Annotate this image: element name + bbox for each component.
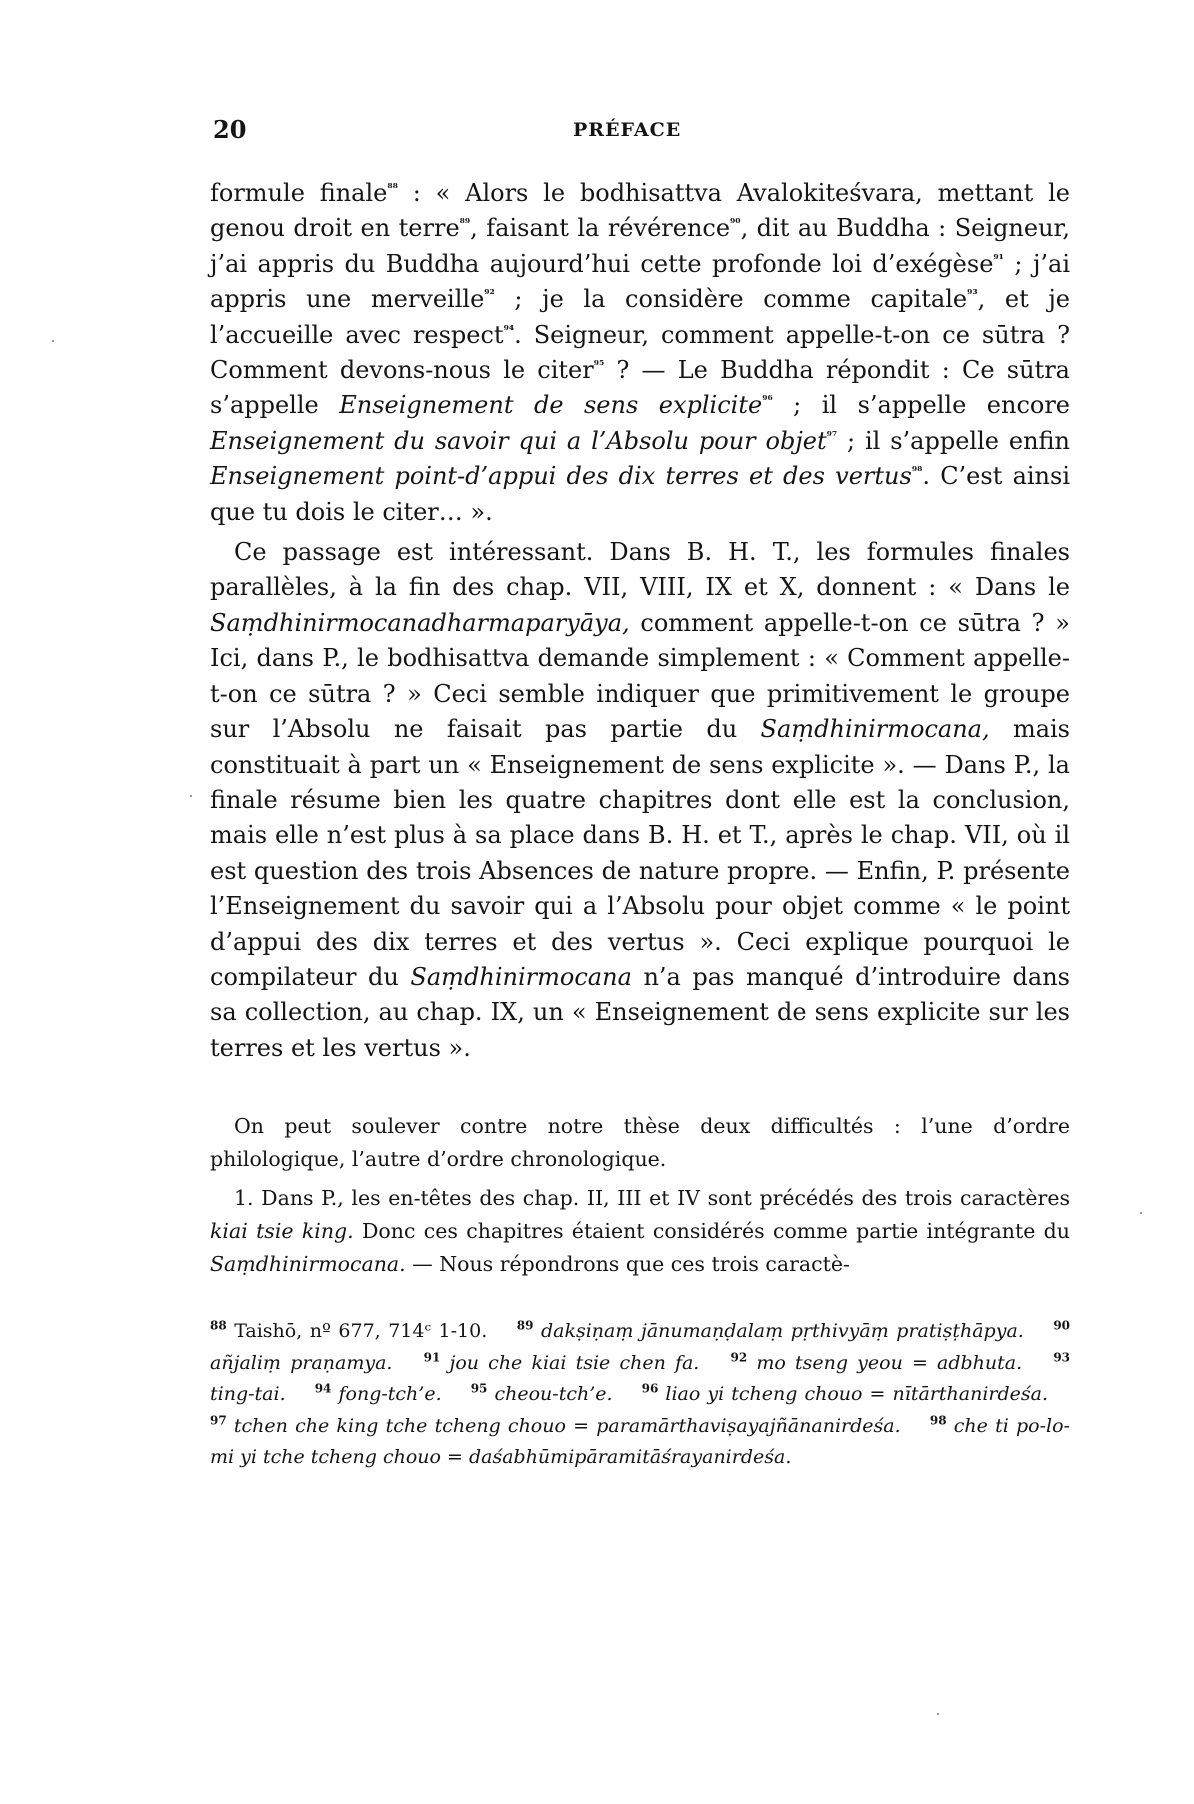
footnote-text: liao yi tcheng chouo = nītārthanirdeśa. (665, 1383, 1049, 1405)
footnote-ref: ⁸⁹ (459, 216, 471, 231)
italic-title: Enseignement du savoir qui a l’Absolu pour objet (210, 426, 827, 455)
running-title: PRÉFACE (573, 119, 682, 141)
footnote-mark: 98 (929, 1413, 947, 1428)
text-run: ; il s’appelle enfin (837, 426, 1070, 455)
footnote-text: ting-tai. (210, 1383, 286, 1405)
footnote-text: tchen che king tche tcheng chouo = paramārthaviṣayajñānanirdeśa. (233, 1414, 901, 1437)
footnote-ref: ⁹¹ (993, 251, 1004, 266)
footnote-mark: 97 (210, 1413, 227, 1428)
text-run: n’a pas manqué d’introduire dans sa collection, au chap. IX, un « Enseignement de sens explicite sur les terres et les vertus ». (210, 962, 1070, 1062)
paragraph-passage-interessant (210, 535, 1070, 1066)
text-run: Ce passage est intéressant. Dans B. H. T., les formules finales parallèles, à la fin des chap. VII, VIII, IX et X, donnent : « Dans le (210, 538, 1070, 602)
footnote-text: che ti po-lo-mi yi tche tcheng chouo = daśabhūmipāramitāśrayanirdeśa. (210, 1414, 1070, 1468)
footnote-ref: ⁹⁷ (826, 428, 838, 443)
secondary-text (210, 1110, 1070, 1281)
footnote-ref: ⁹⁵ (593, 358, 605, 373)
footnote-ref: ⁹⁴ (503, 322, 515, 337)
text-run: mais constituait à part un « Enseignement de sens explicite ». — Dans P., la finale résume bien les quatre chapitres dont elle est la conclusion, mais elle n’est plus à sa place dans B. H. et T., après le chap. VII, où il est question des trois Absences de nature propre. — Enfin, P. présente l’Enseignement du savoir qui a l’Absolu pour objet comme « le point d’appui des dix terres et des vertus ». Ceci explique pourquoi le compilateur du (210, 715, 1070, 991)
footnote-mark: 90 (1053, 1318, 1071, 1333)
footnote-mark: 92 (730, 1350, 748, 1365)
footnote-89 (517, 1320, 1024, 1342)
footnote-97 (210, 1415, 901, 1437)
footnote-mark: 89 (516, 1318, 534, 1333)
footnote-ref: ⁹⁶ (762, 393, 773, 408)
text-run: formule finale (210, 179, 388, 207)
footnote-94 (315, 1383, 442, 1405)
footnote-text: jou che kiai tsie chen fa. (449, 1351, 700, 1374)
footnote-text: añjaliṃ praṇamya. (210, 1351, 393, 1374)
footnote-mark: 88 (210, 1318, 227, 1333)
paragraph-difficultes: On peut soulever contre notre thèse deux difficultés : l’une d’ordre philologique, l’autre d’ordre chronologique. (210, 1114, 1070, 1171)
text-run: ; j’ai appris une merveille (210, 249, 1070, 314)
footnote-text: cheou-tch’e. (494, 1383, 613, 1405)
footnote-mark: 93 (1053, 1350, 1071, 1365)
italic-title: Enseignement de sens explicite (339, 391, 763, 420)
main-text (210, 176, 1070, 1066)
text-run: . C’est ainsi que tu dois le citer… ». (210, 462, 1071, 526)
footnote-96 (642, 1383, 1048, 1405)
page-number: 20 (213, 115, 247, 144)
footnote-mark: 95 (470, 1381, 488, 1396)
text-run: , dit au Buddha : Seigneur, j’ai appris du Buddha aujourd’hui cette profonde loi d’exégèse (210, 214, 1070, 278)
footnote-mark: 91 (423, 1350, 441, 1365)
footnote-text: Taishō, nº 677, 714ᶜ 1-10. (234, 1320, 488, 1342)
footnote-text: fong-tch’e. (338, 1383, 442, 1405)
footnote-92 (731, 1352, 1023, 1374)
paragraph-point-1 (210, 1182, 1070, 1281)
footnote-text: dakṣiṇaṃ jānumaṇḍalaṃ pṛthivyāṃ pratiṣṭhāpya. (540, 1320, 1024, 1342)
footnote-ref: ⁹⁰ (730, 216, 741, 231)
footnote-ref: ⁹⁸ (911, 464, 923, 479)
footnote-88 (210, 1320, 487, 1342)
text-run: . Seigneur, comment appelle-t-on ce sūtra ? Comment devons-nous le citer (210, 320, 1070, 385)
scan-speck (190, 795, 192, 797)
italic-title: Saṃdhinirmocana, (760, 715, 990, 744)
paragraph-formule-finale (210, 176, 1070, 530)
text-run: Donc ces chapitres étaient considérés comme partie intégrante du (353, 1219, 1071, 1243)
footnote-91 (424, 1352, 700, 1374)
scan-speck (1140, 1212, 1142, 1214)
text-run: comment appelle-t-on ce sūtra ? » Ici, dans P., le bodhisattva demande simplement : « Comment appelle-t-on ce sūtra ? » Ceci semble indiquer que primitivement le groupe sur l’Absolu ne faisait pas partie du (210, 608, 1070, 744)
footnote-ref: ⁹² (484, 287, 495, 302)
footnote-list (210, 1316, 1070, 1474)
footnote-mark: 96 (641, 1381, 659, 1396)
scan-speck (52, 340, 54, 342)
text-run: 1. Dans P., les en-têtes des chap. II, III et IV sont précédés des trois caractères (234, 1186, 1070, 1210)
text-run: , et je l’accueille avec respect (210, 285, 1070, 349)
text-run: : « Alors le bodhisattva Avalokiteśvara, mettant le genou droit en terre (210, 179, 1070, 243)
footnote-mark: 94 (314, 1381, 332, 1396)
italic-title: Enseignement point-d’appui des dix terres et des vertus (210, 462, 912, 491)
footnote-ref: ⁸⁸ (387, 181, 398, 195)
footnote-ref: ⁹³ (967, 287, 978, 302)
footnote-95 (471, 1383, 613, 1405)
text-run: — Nous répondrons que ces trois caractè- (405, 1252, 850, 1276)
italic-title: Saṃdhinirmocana (410, 962, 632, 991)
italic-term: kiai tsie king. (210, 1219, 354, 1243)
text-run: , faisant la révérence (470, 214, 731, 243)
text-run: ; je la considère comme capitale (494, 285, 968, 314)
scan-speck (937, 1713, 939, 1715)
italic-title: Saṃdhinirmocanadharmaparyāya, (210, 608, 630, 637)
text-run: ? — Le Buddha répondit : Ce sūtra s’appelle (210, 356, 1070, 420)
footnote-text: mo tseng yeou = adbhuta. (756, 1351, 1023, 1374)
page-header (213, 115, 1073, 145)
text-run: ; il s’appelle encore (772, 391, 1071, 420)
footnotes (210, 1316, 1070, 1474)
italic-title: Saṃdhinirmocana. (210, 1252, 406, 1276)
